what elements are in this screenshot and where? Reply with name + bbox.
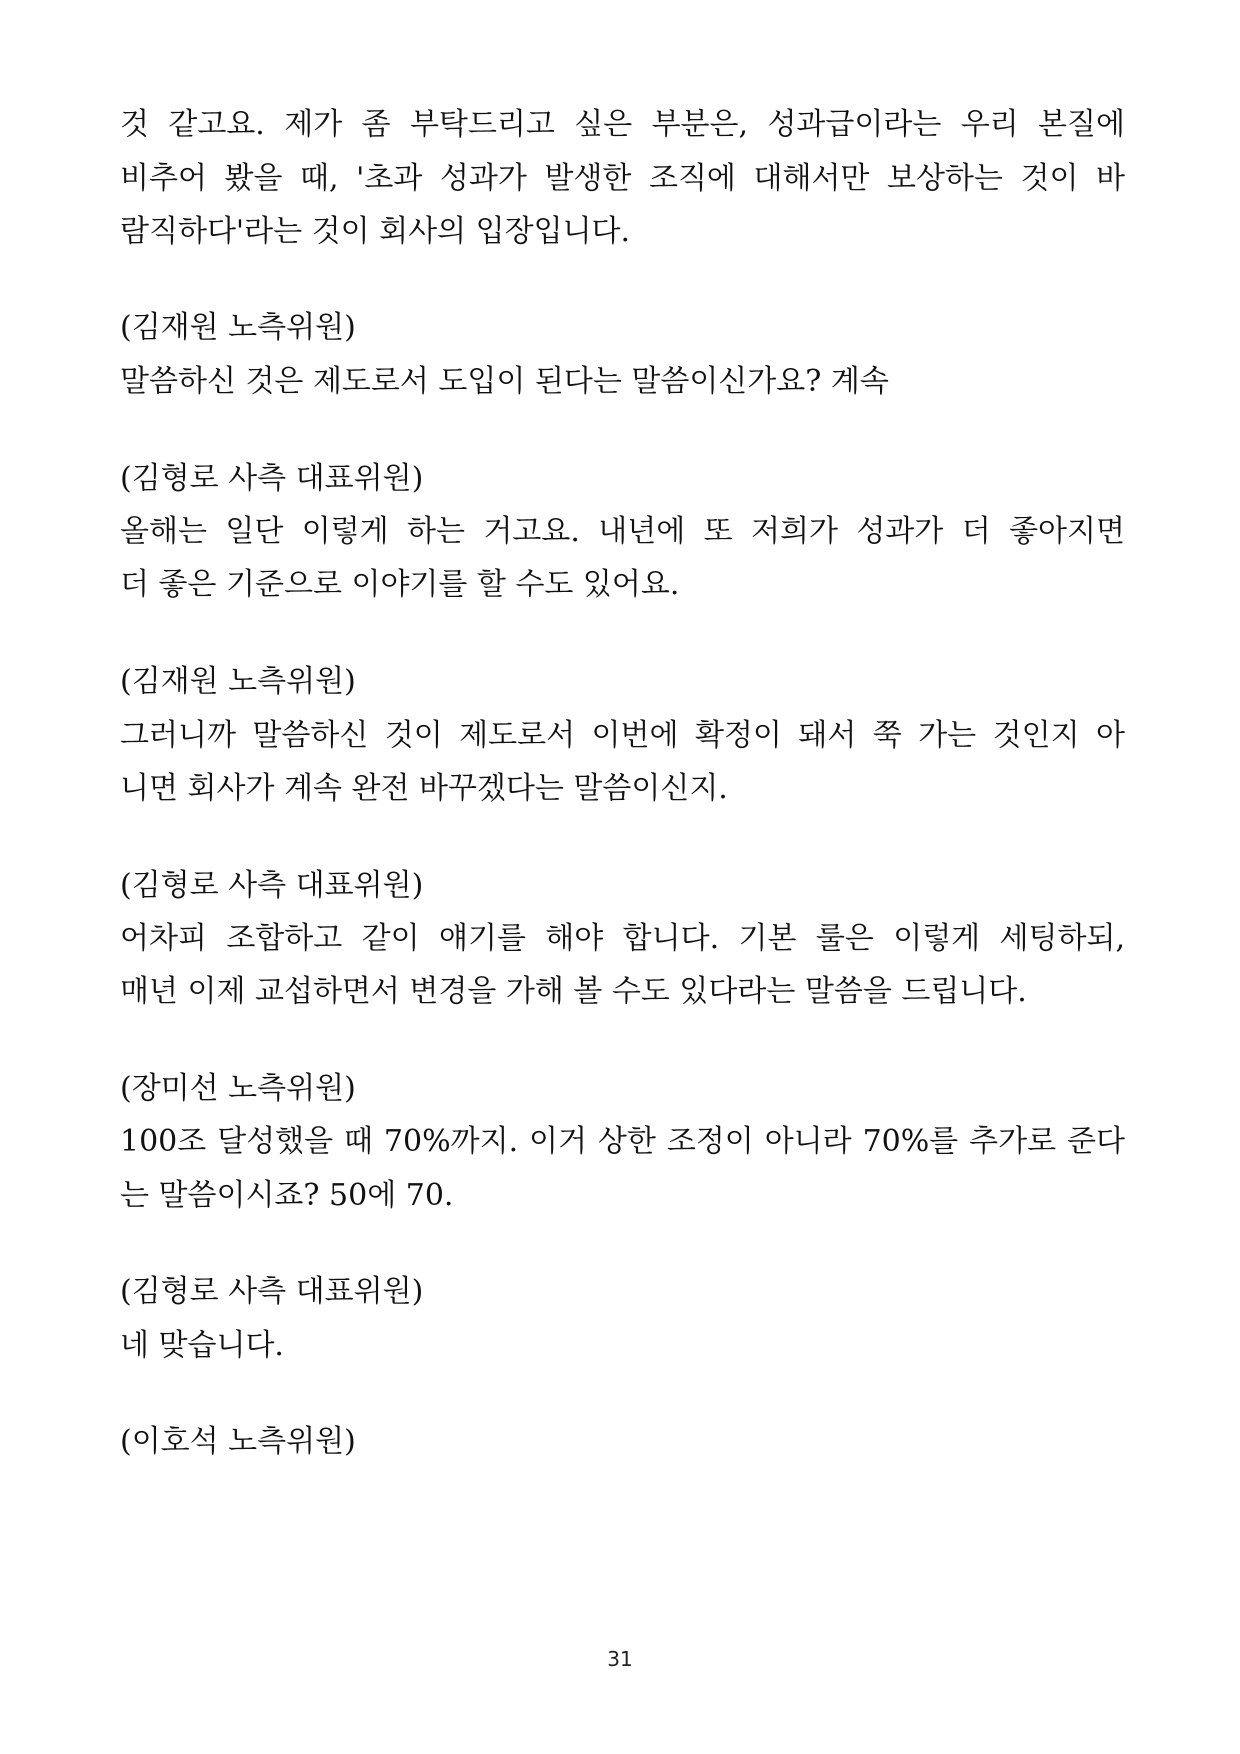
paragraph-line: 네 맞습니다. <box>120 1328 284 1363</box>
paragraph-line: 는 말씀이시죠? 50에 70. <box>120 1178 454 1213</box>
speaker-label: (장미선 노측위원) <box>120 1071 356 1106</box>
paragraph-line: 그러니까 말씀하신 것이 제도로서 이번에 확정이 돼서 쭉 가는 것인지 아 <box>120 718 1125 753</box>
speaker-label: (김재원 노측위원) <box>120 310 356 345</box>
paragraph-line: 더 좋은 기준으로 이야기를 할 수도 있어요. <box>120 567 680 602</box>
paragraph-line: 매년 이제 교섭하면서 변경을 가해 볼 수도 있다라는 말씀을 드립니다. <box>120 974 1027 1009</box>
speaker-label: (김재원 노측위원) <box>120 664 356 699</box>
paragraph-line: 올해는 일단 이렇게 하는 거고요. 내년에 또 저희가 성과가 더 좋아지면 <box>120 514 1125 549</box>
paragraph-line: 어차피 조합하고 같이 얘기를 해야 합니다. 기본 룰은 이렇게 세팅하되, <box>120 921 1125 956</box>
paragraph-line: 말씀하신 것은 제도로서 도입이 된다는 말씀이신가요? 계속 <box>120 364 889 399</box>
paragraph-line: 100조 달성했을 때 70%까지. 이거 상한 조정이 아니라 70%를 추가로 준다 <box>120 1124 1125 1159</box>
speaker-label: (김형로 사측 대표위원) <box>120 1274 424 1309</box>
paragraph-line: 것 같고요. 제가 좀 부탁드리고 싶은 부분은, 성과급이라는 우리 본질에 <box>120 107 1125 142</box>
page-number: 31 <box>607 1647 633 1671</box>
paragraph-line: 람직하다'라는 것이 회사의 입장입니다. <box>120 214 631 249</box>
speaker-label: (김형로 사측 대표위원) <box>120 868 424 903</box>
speaker-label: (이호석 노측위원) <box>120 1424 356 1459</box>
speaker-label: (김형로 사측 대표위원) <box>120 461 424 496</box>
paragraph-line: 니면 회사가 계속 완전 바꾸겠다는 말씀이신지. <box>120 771 728 806</box>
paragraph-line: 비추어 봤을 때, '초과 성과가 발생한 조직에 대해서만 보상하는 것이 바 <box>120 161 1125 196</box>
